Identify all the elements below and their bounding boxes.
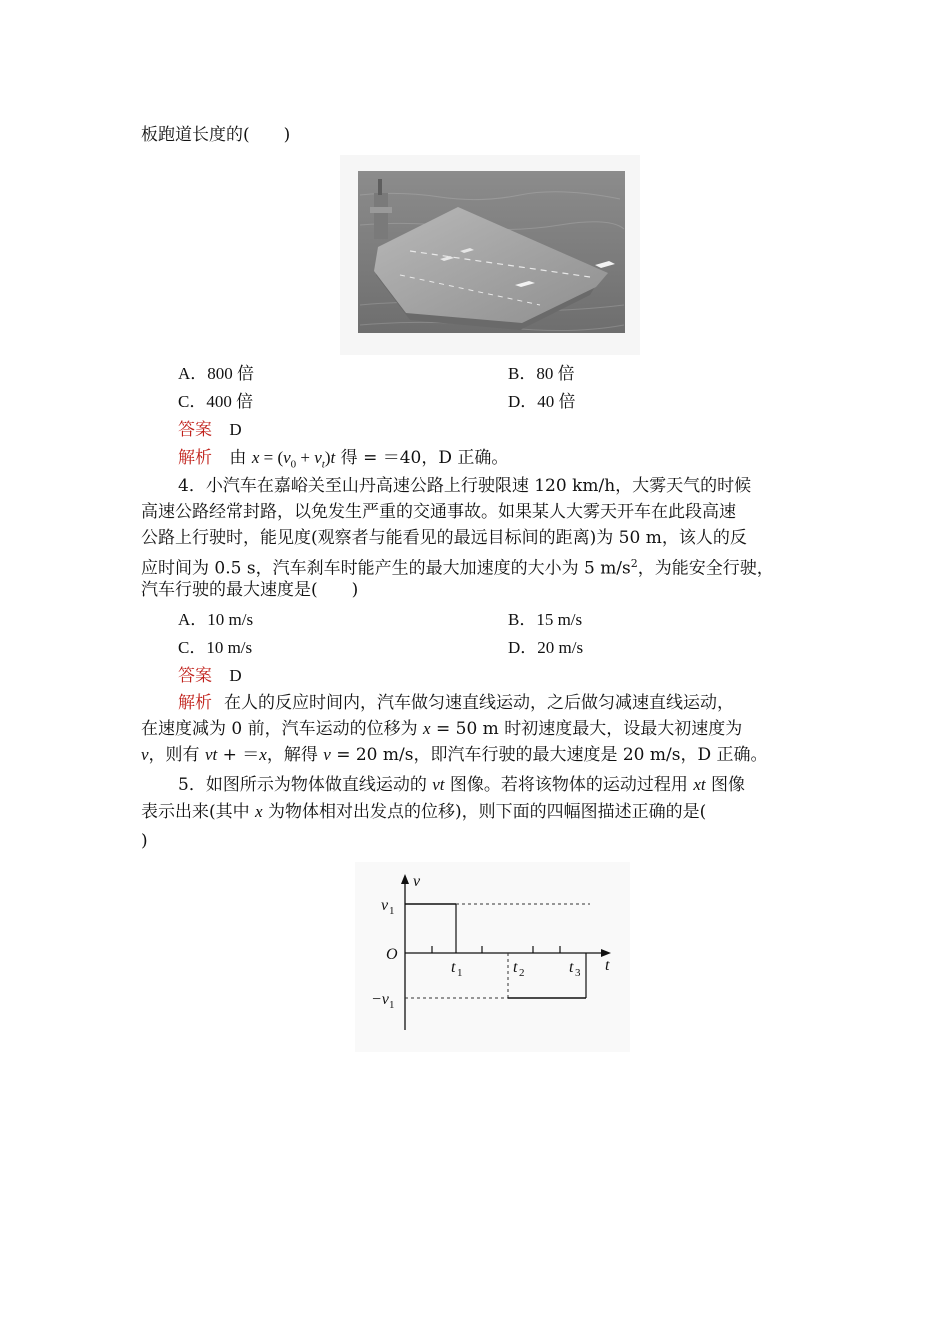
q5-stem-2a: 表示出来(其中 (141, 802, 256, 822)
q5-stem-1c: 图像 (705, 775, 746, 795)
q5-stem-1b: 图像。若将该物体的运动过程用 (444, 775, 694, 795)
q4-stem-line-2: 高速公路经常封路，以免发生严重的交通事故。如果某人大雾天开车在此段高速 (141, 502, 736, 522)
q3-analysis-text: 由 (229, 448, 252, 468)
q4-analysis-2b: = 50 m 时初速度最大，设最大初速度为 (430, 719, 743, 739)
q3-analysis-v0: v (283, 448, 291, 467)
q4-option-a: A．10 m/s (178, 610, 254, 629)
q4-analysis-2a: 在速度减为 0 前，汽车运动的位移为 (141, 719, 424, 739)
q3-option-b: B．80 倍 (508, 364, 575, 383)
q4-analysis-3d: = 20 m/s，即汽车行驶的最大速度是 20 m/s，D 正确。 (330, 745, 768, 765)
q5-stem-xt: xt (693, 775, 706, 794)
vt-graph (355, 862, 630, 1052)
q3-analysis-rest: 得 = ＝40，D 正确。 (335, 448, 509, 468)
q3-stem-tail: 板跑道长度的( ) (141, 125, 291, 145)
t1-label: t (451, 959, 456, 976)
q4-analysis-3c: ，解得 (266, 745, 324, 765)
q3-analysis-eq: = ( (259, 448, 284, 467)
q4-analysis-3x: x (259, 745, 267, 764)
q5-stem-line-3: ) (141, 831, 148, 851)
q5-stem-line-1 (178, 772, 745, 798)
q3-option-c: C．400 倍 (178, 392, 254, 411)
aircraft-carrier-illustration (340, 155, 640, 355)
q3-analysis-vt: v (314, 448, 322, 467)
t2-label: t (513, 959, 518, 976)
v-axis-arrow (401, 874, 409, 884)
q4-analysis-text-1: 在人的反应时间内，汽车做匀速直线运动，之后做匀减速直线运动， (224, 693, 734, 713)
vt-graph-svg (355, 862, 630, 1052)
q4-stem-line-1: 4．小汽车在嘉峪关至山丹高速公路上行驶限速 120 km/h，大雾天气的时候 (178, 476, 752, 496)
q5-stem-1a: 5．如图所示为物体做直线运动的 (178, 775, 433, 795)
q4-option-d: D．20 m/s (508, 638, 584, 657)
q4-answer (178, 663, 242, 689)
q3-answer-label: 答案 (178, 420, 212, 440)
q5-stem-2b: 为物体相对出发点的位移)，则下面的四幅图描述正确的是( (262, 802, 707, 822)
q3-analysis-label: 解析 (178, 448, 212, 468)
q4-stem-line-4a: 应时间为 0.5 s，汽车刹车时能产生的最大加速度的大小为 5 m/s (141, 558, 631, 579)
q4-answer-value: D (229, 666, 242, 685)
q4-analysis-label: 解析 (178, 693, 212, 713)
v1-label: v (381, 897, 389, 914)
t1-subscript: 1 (457, 967, 463, 979)
t-axis-label: t (605, 957, 610, 974)
q4-analysis-2x: x (423, 719, 431, 738)
q3-option-a: A．800 倍 (178, 364, 255, 383)
q5-stem-line-2 (141, 799, 706, 825)
t3-label: t (569, 959, 574, 976)
q3-analysis-plus: + (296, 448, 315, 467)
q3-analysis-x: x (251, 448, 260, 467)
q4-analysis-3v: v (141, 745, 149, 764)
q3-analysis-sub0: 0 (290, 458, 297, 471)
q4-stem-line-5: 汽车行驶的最大速度是( ) (141, 580, 359, 600)
q3-analysis-close: ) (324, 448, 331, 467)
v-axis-label: v (413, 873, 421, 890)
neg-v1-subscript: 1 (389, 999, 395, 1011)
aircraft-carrier-image (340, 155, 640, 355)
q3-option-d: D．40 倍 (508, 392, 576, 411)
q4-analysis-3b: + ＝ (217, 745, 260, 765)
q5-stem-vt: vt (432, 775, 445, 794)
carrier-island (374, 193, 388, 239)
q4-answer-label: 答案 (178, 666, 212, 686)
q3-answer-value: D (229, 420, 242, 439)
q3-analysis-t: t (330, 448, 336, 467)
t3-subscript: 3 (575, 967, 581, 979)
q4-option-b: B．15 m/s (508, 610, 583, 629)
origin-label: O (386, 946, 398, 963)
q4-stem-line-3: 公路上行驶时，能见度(观察者与能看见的最远目标间的距离)为 50 m，该人的反 (141, 528, 747, 548)
q4-stem-sup: 2 (630, 557, 638, 570)
q3-analysis-subt: t (321, 458, 325, 471)
q4-analysis-line-3 (141, 742, 768, 768)
q5-stem-2x: x (255, 802, 263, 821)
q3-answer (178, 417, 242, 443)
q4-stem-line-4b: ，为能安全行驶， (637, 558, 774, 579)
q4-analysis-3a: ，则有 (148, 745, 205, 765)
t-axis-arrow (601, 949, 611, 957)
q4-analysis-3v2: v (323, 745, 331, 764)
q4-option-c: C．10 m/s (178, 638, 253, 657)
v1-subscript: 1 (389, 905, 395, 917)
t2-subscript: 2 (519, 967, 525, 979)
q4-analysis-line-2 (141, 716, 742, 742)
q4-analysis-line-1 (178, 690, 734, 716)
neg-v1-label: −v (371, 991, 389, 1008)
q4-analysis-3vt: vt (204, 745, 218, 764)
